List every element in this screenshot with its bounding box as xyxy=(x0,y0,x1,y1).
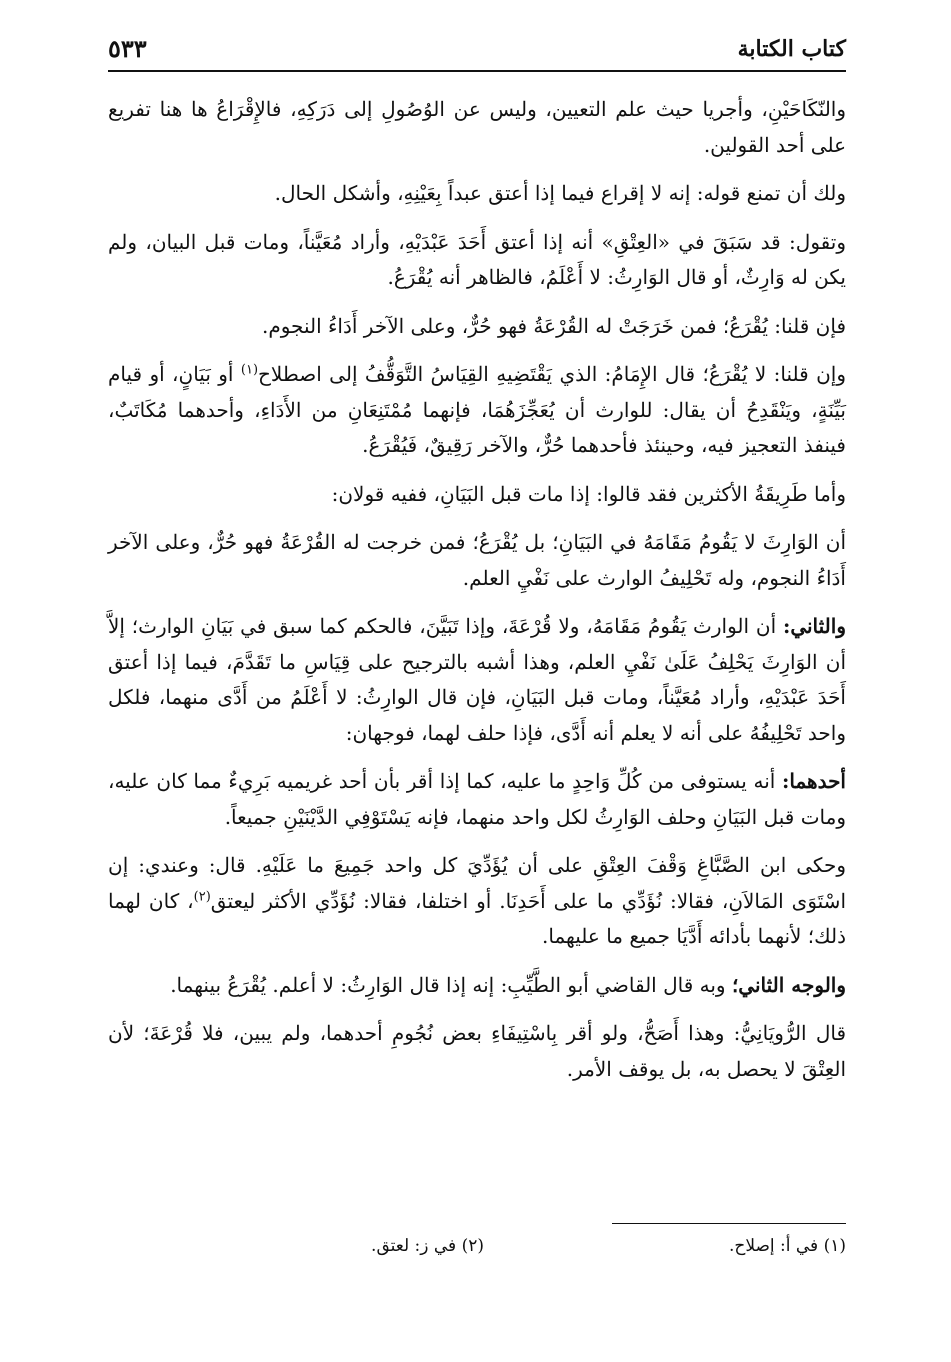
paragraph xyxy=(108,357,846,464)
paragraph xyxy=(108,1016,846,1087)
paragraph xyxy=(108,968,846,1004)
book-title: كتاب الكتابة xyxy=(737,36,846,62)
footnote-1: (١) في أ: إصلاح. xyxy=(728,1236,846,1256)
paragraph xyxy=(108,309,846,345)
paragraph xyxy=(108,92,846,163)
paragraph xyxy=(108,225,846,296)
paragraph-text: أن الوارث يَقُومُ مَقَامَهُ، ولا قُرْعَةَ، وإذا تَبَيَّنَ، فالحكم كما سبق في بَيَانِ الوارث؛ إلاَّ أن الوَارِثَ يَحْلِفُ عَلَىٰ نَفْيِ العلم، وهذا أشبه بالترجيح على قِيَاسِ ما تَقَدَّمَ، فيما إذا أعتق أَحَدَ عَبْدَيْهِ، وأراد مُعَيَّناً، ومات قبل البَيَانِ، فإن قال الوارِثُ: لا أَعْلَمُ من أَدَّى منهما، فلكل واحد تَحْلِيفُهُ على أنه لا يعلم أنه أَدَّى، فإذا حلف لهما، فوجهان: xyxy=(108,614,846,745)
paragraph-lead: والوجه الثاني؛ xyxy=(731,972,846,997)
paragraph-lead: والثاني: xyxy=(782,614,846,638)
header-rule xyxy=(108,70,846,72)
paragraph xyxy=(108,764,846,835)
paragraph-text: وأما طَرِيقَةُ الأكثرين فقد قالوا: إذا مات قبل البَيَانِ، ففيه قولان: xyxy=(331,481,846,506)
paragraph xyxy=(108,609,846,751)
paragraph xyxy=(108,176,846,212)
footnote-ref: (١) xyxy=(240,362,259,378)
page-header xyxy=(108,30,846,70)
paragraph-text: وتقول: قد سَبَقَ في «العِتْقِ» أنه إذا أعتق أَحَدَ عَبْدَيْهِ، وأراد مُعَيَّناً، ومات قبل البيان، ولم يكن له وَارِثٌ، أو قال الوَارِثُ: لا أَعْلَمُ، فالظاهر أنه يُقْرَعُ. xyxy=(108,229,846,289)
footnote-rule xyxy=(612,1223,846,1224)
footnote-2: (٢) في ز: لعتق. xyxy=(371,1236,484,1256)
paragraph-text: ، كان لهما ذلك؛ لأنهما بأدائه أَدَّيَا جميع ما عليهما. xyxy=(108,888,846,948)
paragraph-text: ولك أن تمنع قوله: إنه لا إقراع فيما إذا أعتق عبداً بِعَيْنِهِ، وأشكل الحال. xyxy=(274,181,846,205)
paragraph xyxy=(108,477,846,513)
paragraph-text: وبه قال القاضي أبو الطَّيِّبِ: إنه إذا قال الوَارِثُ: لا أعلم. يُقْرَعُ بينهما. xyxy=(170,972,732,997)
paragraph-lead: أحدهما: xyxy=(781,769,846,793)
page-number: ٥٣٣ xyxy=(108,34,147,63)
paragraph-text: أنه يستوفى من كُلِّ وَاحِدٍ ما عليه، كما إذا أقر بأن أحد غريميه بَرِيءٌ مما كان عليه، ومات قبل البَيَانِ وحلف الوَارِثُ لكل واحد منهما، فإنه يَسْتَوْفِي الدَّيْنَيْنِ جميعاً. xyxy=(108,769,846,829)
paragraph-text: والنّكَاحَيْنِ، وأجريا حيث علم التعيين، وليس عن الوُصُولِ إلى دَرَكِهِ، فالإِقْرَاعُ ها هنا تفريع على أحد القولين. xyxy=(108,97,846,157)
footnotes xyxy=(108,1236,846,1276)
paragraph-text: أن الوَارِثَ لا يَقُومُ مَقَامَهُ في البَيَانِ؛ بل يُقْرَعُ؛ فمن خرجت له القُرْعَةُ فهو حُرٌّ، وعلى الآخر أَدَاءُ النجوم، وله تَحْلِيفُ الوارث على نَفْيِ العلم. xyxy=(108,530,846,590)
paragraph-text: فإن قلنا: يُقْرَعُ؛ فمن خَرَجَتْ له القُرْعَةُ فهو حُرٌّ، وعلى الآخر أَدَاءُ النجوم. xyxy=(261,313,846,338)
paragraph xyxy=(108,525,846,596)
paragraph-text: وحكى ابن الصَّبَّاغِ وَقْفَ العِتْقِ على أن يُؤَدِّيَ كل واحد جَمِيعَ ما عَلَيْهِ. قال: وعندي: إن اسْتَوَى المَالاَنِ، فقالا: نُؤَدِّي ما على أَحَدِنَا. أو اختلفا، فقالا: نُؤَدِّي الأكثر ليعتق xyxy=(108,853,846,913)
paragraph-text: وإن قلنا: لا يُقْرَعُ؛ قال الإِمَامُ: الذي يَقْتَضِيهِ القِيَاسُ التَّوَقُّفُ إلى اصطلاح xyxy=(258,362,846,386)
body-text xyxy=(108,92,846,1100)
footnote-ref: (٢) xyxy=(193,888,211,904)
paragraph-text: أو بَيَانٍ، أو قيام بَيِّنَةٍ، ويَنْقَدِحُ أن يقال: للوارث أن يُعَجِّزَهُمَا، فإنهما مُمْتَنِعَانِ من الأَدَاءِ، وأحدهما مُكَاتَبٌ، فينفذ التعجيز فيه، وحينئذ فأحدهما حُرٌّ، والآخر رَقِيقٌ، فَيُقْرَعُ. xyxy=(108,362,846,457)
paragraph xyxy=(108,848,846,955)
paragraph-text: قال الرُّويَانِيُّ: وهذا أَصَحُّ، ولو أقر بِاسْتِيفَاءِ بعض نُجُومِ أحدهما، ولم يبين، فلا قُرْعَةَ؛ لأن العِتْقَ لا يحصل به، بل يوقف الأمر. xyxy=(108,1021,846,1081)
